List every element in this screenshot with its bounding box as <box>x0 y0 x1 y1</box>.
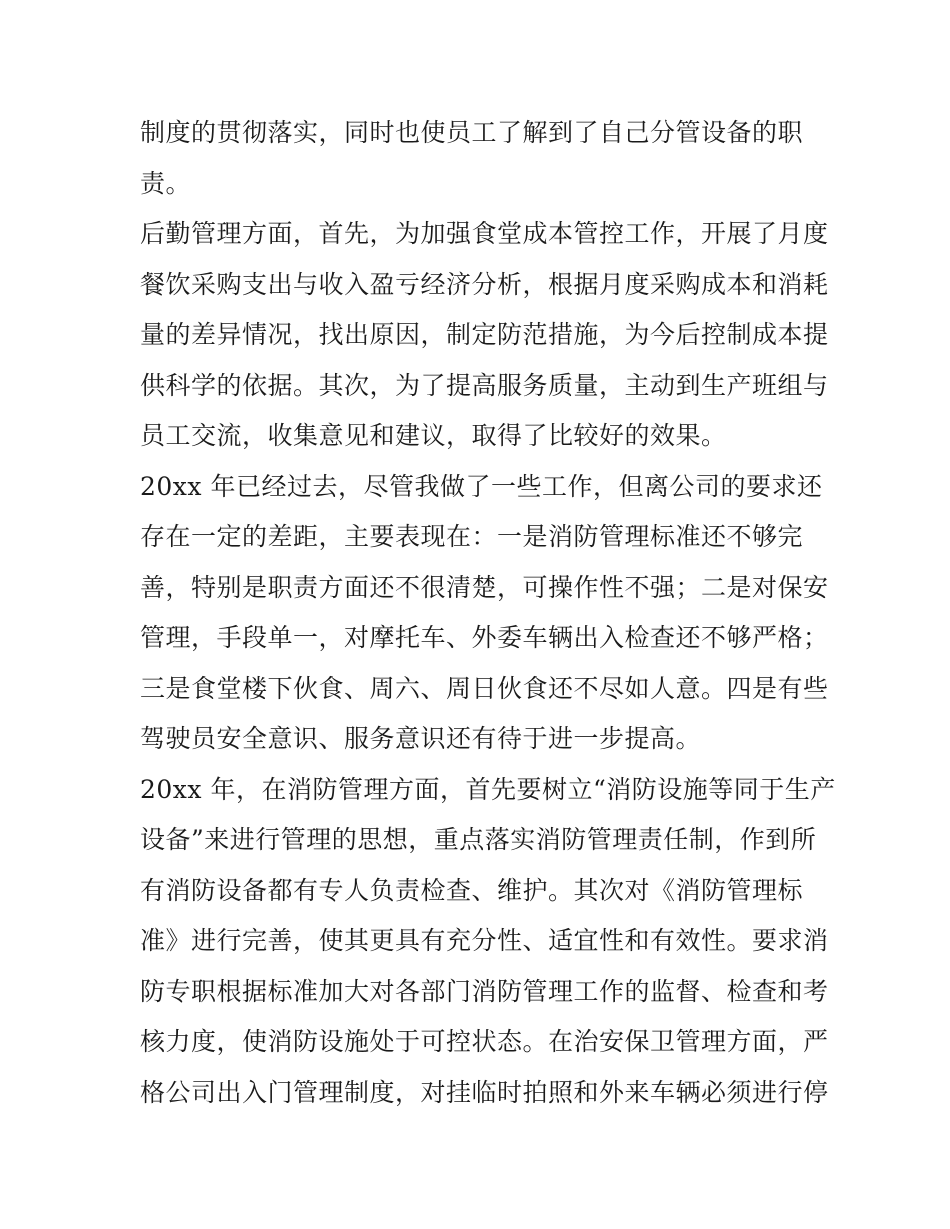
text-line: 存在一定的差距，主要表现在：一是消防管理标准还不够完 <box>140 522 804 551</box>
text-line: 准》进行完善，使其更具有充分性、适宜性和有效性。要求消 <box>140 926 829 955</box>
text-line: 责。 <box>140 168 192 198</box>
text-line: 20xx 年已经过去，尽管我做了一些工作，但离公司的要求还 <box>140 471 823 501</box>
text-line: 后勤管理方面，首先，为加强食堂成本管控工作，开展了月度 <box>140 219 829 248</box>
text-line: 20xx 年，在消防管理方面，首先要树立“消防设施等同于生产 <box>140 774 836 804</box>
text-line: 格公司出入门管理制度，对挂临时拍照和外来车辆必须进行停 <box>140 1077 829 1107</box>
text-line: 防专职根据标准加大对各部门消防管理工作的监督、检查和考 <box>140 976 829 1006</box>
text-line: 供科学的依据。其次，为了提高服务质量，主动到生产班组与 <box>140 370 829 400</box>
body-text <box>140 108 836 1118</box>
text-line: 量的差异情况，找出原因，制定防范措施，为今后控制成本提 <box>140 320 829 349</box>
text-line: 制度的贯彻落实，同时也使员工了解到了自己分管设备的职 <box>140 118 804 147</box>
text-line: 设备”来进行管理的思想，重点落实消防管理责任制，作到所 <box>140 825 817 854</box>
text-line: 有消防设备都有专人负责检查、维护。其次对《消防管理标 <box>140 875 804 905</box>
text-line: 善，特别是职责方面还不很清楚，可操作性不强；二是对保安 <box>140 572 829 602</box>
text-line: 核力度，使消防设施处于可控状态。在治安保卫管理方面，严 <box>140 1027 829 1056</box>
text-line: 餐饮采购支出与收入盈亏经济分析，根据月度采购成本和消耗 <box>140 269 829 299</box>
text-line: 三是食堂楼下伙食、周六、周日伙食还不尽如人意。四是有些 <box>140 673 829 703</box>
text-line: 管理，手段单一，对摩托车、外委车辆出入检查还不够严格； <box>140 623 829 652</box>
text-line: 员工交流，收集意见和建议，取得了比较好的效果。 <box>140 421 727 450</box>
text-line: 驾驶员安全意识、服务意识还有待于进一步提高。 <box>140 724 702 753</box>
